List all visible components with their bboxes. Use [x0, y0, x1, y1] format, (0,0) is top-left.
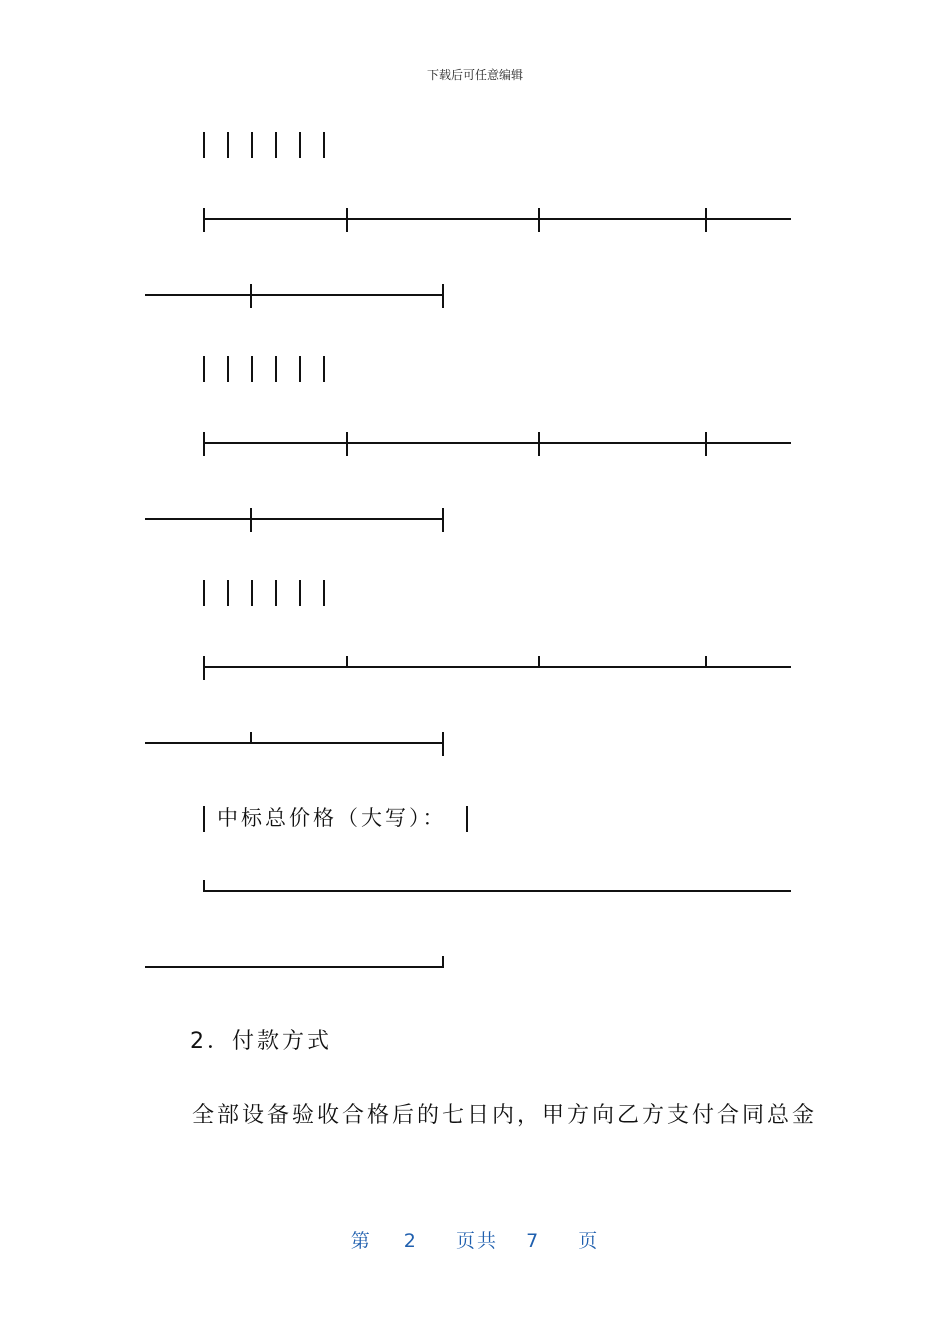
rule-tick	[203, 208, 205, 232]
rule-line	[145, 294, 444, 296]
section-heading: 2．付款方式	[190, 1029, 332, 1054]
rule-tick	[250, 732, 252, 744]
table-rule-1b	[0, 276, 950, 316]
footer-middle: 页共	[455, 1230, 498, 1252]
cell-border	[227, 356, 229, 382]
rule-tick	[346, 656, 348, 668]
table-cell-row-1	[0, 132, 950, 162]
cell-border	[227, 580, 229, 606]
section-paragraph: 全部设备验收合格后的七日内，甲方向乙方支付合同总金	[192, 1103, 818, 1128]
cell-border	[323, 580, 325, 606]
footer-suffix: 页	[578, 1230, 600, 1252]
table-rule-4b	[0, 948, 950, 988]
cell-border	[203, 580, 205, 606]
rule-tick	[346, 432, 348, 456]
rule-line	[145, 518, 444, 520]
table-cell-row-2	[0, 356, 950, 386]
rule-tick	[250, 284, 252, 308]
page-footer	[0, 1226, 950, 1253]
total-price-row	[0, 803, 950, 835]
table-rule-2b	[0, 500, 950, 540]
rule-line	[203, 890, 791, 892]
table-rule-3a	[0, 648, 950, 688]
cell-border	[299, 580, 301, 606]
rule-line	[203, 666, 791, 668]
cell-border	[203, 806, 205, 832]
rule-tick	[538, 208, 540, 232]
rule-tick	[203, 432, 205, 456]
rule-tick	[442, 508, 444, 532]
footer-page-number: 2	[403, 1230, 418, 1252]
rule-tick	[442, 732, 444, 756]
table-rule-2a	[0, 424, 950, 464]
rule-tick	[442, 284, 444, 308]
cell-border	[203, 132, 205, 158]
total-price-label: 中标总价格（大写）：	[217, 806, 447, 830]
rule-tick	[705, 656, 707, 668]
cell-border	[227, 132, 229, 158]
rule-tick	[705, 432, 707, 456]
rule-tick	[705, 208, 707, 232]
table-rule-1a	[0, 200, 950, 240]
rule-tick	[538, 656, 540, 668]
rule-tick	[250, 508, 252, 532]
cell-border	[251, 132, 253, 158]
cell-border	[299, 356, 301, 382]
footer-prefix: 第	[350, 1230, 372, 1252]
rule-line	[203, 218, 791, 220]
rule-tick	[346, 208, 348, 232]
table-rule-4a	[0, 872, 950, 912]
rule-line	[203, 442, 791, 444]
rule-line	[145, 966, 444, 968]
rule-tick	[203, 656, 205, 680]
header-note: 下载后可任意编辑	[426, 68, 523, 82]
footer-total-pages: 7	[526, 1230, 541, 1252]
cell-border	[275, 580, 277, 606]
cell-border	[323, 356, 325, 382]
cell-border	[299, 132, 301, 158]
cell-border	[251, 580, 253, 606]
cell-border	[275, 356, 277, 382]
cell-border	[323, 132, 325, 158]
rule-line	[145, 742, 444, 744]
rule-tick	[442, 956, 444, 968]
cell-border	[275, 132, 277, 158]
cell-border	[203, 356, 205, 382]
cell-border	[466, 806, 468, 832]
rule-tick	[538, 432, 540, 456]
table-cell-row-3	[0, 580, 950, 610]
table-rule-3b	[0, 724, 950, 764]
cell-border	[251, 356, 253, 382]
rule-tick	[203, 880, 205, 892]
